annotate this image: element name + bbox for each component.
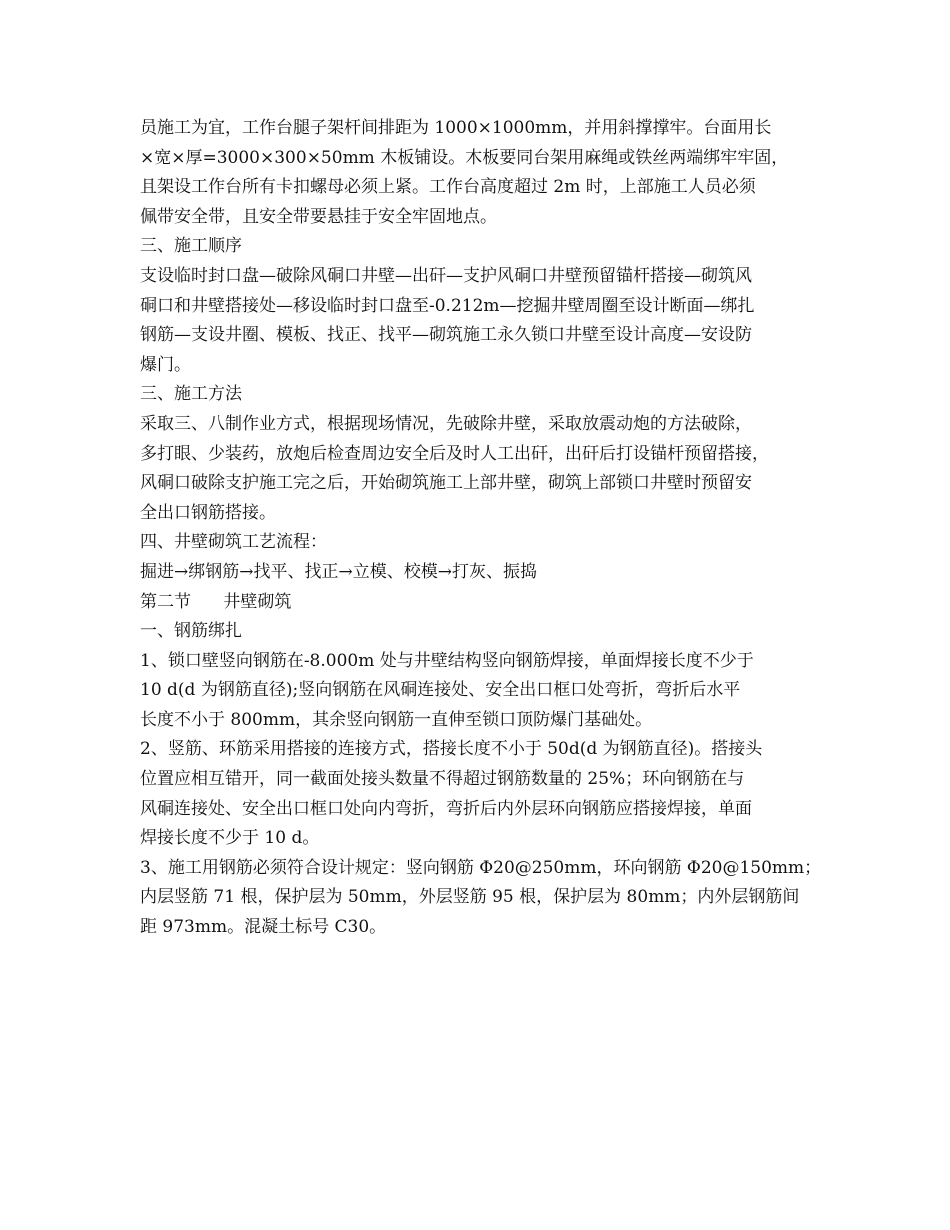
document-body <box>140 114 830 943</box>
text-line: 支设临时封口盘—破除风硐口井壁—出矸—支护风硐口井壁预留锚杆搭接—砌筑风 <box>140 265 752 286</box>
text-line: 距 973mm。混凝土标号 C30。 <box>140 917 387 938</box>
rebar-item-3 <box>140 854 830 943</box>
text-line: 风硐口破除支护施工完之后，开始砌筑施工上部井壁，砌筑上部锁口井壁时预留安 <box>140 473 752 494</box>
text-line: 10 d(d 为钢筋直径);竖向钢筋在风硐连接处、安全出口框口处弯折，弯折后水平 <box>140 680 741 701</box>
text-line: 3、施工用钢筋必须符合设计规定：竖向钢筋 Φ20@250mm，环向钢筋 Φ20@150mm； <box>140 857 822 878</box>
heading-process-flow: 四、井壁砌筑工艺流程： <box>140 532 327 553</box>
text-line: 1、锁口壁竖向钢筋在-8.000m 处与井壁结构竖向钢筋焊接，单面焊接长度不少于 <box>140 650 754 671</box>
intro-paragraph <box>140 114 830 232</box>
text-line: 佩带安全带，且安全带要悬挂于安全牢固地点。 <box>140 206 497 227</box>
text-line: 钢筋—支设井圈、模板、找正、找平—砌筑施工永久锁口井壁至设计高度—安设防 <box>140 325 752 346</box>
order-paragraph <box>140 262 830 380</box>
text-line: 内层竖筋 71 根，保护层为 50mm，外层竖筋 95 根，保护层为 80mm；内外层钢筋间 <box>140 887 800 908</box>
text-line: 且架设工作台所有卡扣螺母必须上紧。工作台高度超过 2m 时，上部施工人员必须 <box>140 177 756 198</box>
rebar-item-2 <box>140 735 830 853</box>
text-line: 焊接长度不少于 10 d。 <box>140 828 320 849</box>
heading-construction-method: 三、施工方法 <box>140 384 242 405</box>
text-line: 位置应相互错开，同一截面处接头数量不得超过钢筋数量的 25%；环向钢筋在与 <box>140 769 745 790</box>
text-line: 长度不小于 800mm，其余竖向钢筋一直伸至锁口顶防爆门基础处。 <box>140 709 653 730</box>
text-line: 员施工为宜，工作台腿子架杆间排距为 1000×1000mm，并用斜撑撑牢。台面用长 <box>140 118 772 138</box>
heading-rebar-binding: 一、钢筋绑扎 <box>140 621 242 642</box>
section-title: 第二节 井壁砌筑 <box>140 591 292 612</box>
rebar-item-1 <box>140 647 830 736</box>
process-flow-text: 掘进→绑钢筋→找平、找正→立模、校模→打灰、振捣 <box>140 561 537 582</box>
text-line: 硐口和井壁搭接处—移设临时封口盘至-0.212m—挖掘井壁周圈至设计断面—绑扎 <box>140 295 755 316</box>
text-line: ×宽×厚=3000×300×50mm 木板铺设。木板要同台架用麻绳或铁丝两端绑牢牢固， <box>140 147 789 168</box>
text-line: 风硐连接处、安全出口框口处向内弯折，弯折后内外层环向钢筋应搭接焊接，单面 <box>140 798 752 819</box>
heading-construction-order: 三、施工顺序 <box>140 236 242 257</box>
text-line: 全出口钢筋搭接。 <box>140 502 276 523</box>
text-line: 2、竖筋、环筋采用搭接的连接方式，搭接长度不小于 50d(d 为钢筋直径)。搭接头 <box>140 739 763 760</box>
text-line: 多打眼、少装药，放炮后检查周边安全后及时人工出矸，出矸后打设锚杆预留搭接， <box>140 443 769 464</box>
text-line: 爆门。 <box>140 354 191 375</box>
method-paragraph <box>140 410 830 528</box>
text-line: 采取三、八制作业方式，根据现场情况，先破除井壁，采取放震动炮的方法破除， <box>140 413 752 434</box>
